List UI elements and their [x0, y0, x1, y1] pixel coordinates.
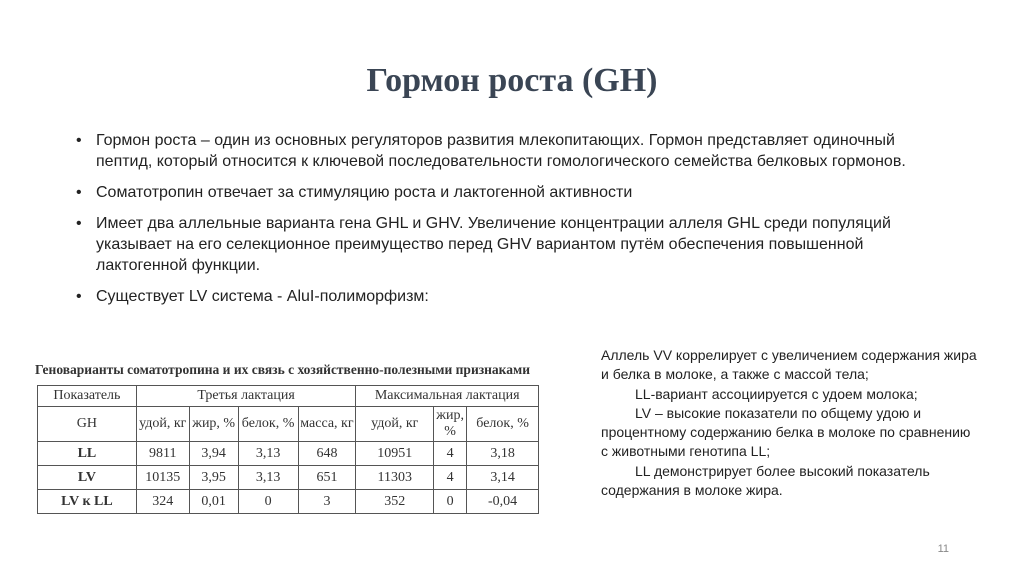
- header-cell: масса, кг: [298, 407, 356, 442]
- header-cell: Показатель: [38, 386, 137, 407]
- bullet-item: • Гормон роста – один из основных регуляторов развития млекопитающих. Гормон представляет одиночный пептид, который относится к ключевой последовательности гомологического семейства белковых гормонов.: [72, 130, 952, 172]
- cell: 3,18: [467, 442, 539, 466]
- cell: 0,01: [189, 490, 238, 514]
- cell: 3,13: [238, 466, 298, 490]
- cell: 3,13: [238, 442, 298, 466]
- bullet-item: • Существует LV система - AluI-полиморфизм:: [72, 286, 952, 307]
- cell: 9811: [136, 442, 189, 466]
- cell: 3: [298, 490, 356, 514]
- cell: 4: [434, 466, 467, 490]
- cell: 352: [356, 490, 434, 514]
- table-caption: Геноварианты соматотропина и их связь с хозяйственно-полезными признаками: [35, 362, 530, 377]
- cell: 0: [434, 490, 467, 514]
- cell: 3,95: [189, 466, 238, 490]
- row-label: LV к LL: [38, 490, 137, 514]
- note-paragraph: Аллель VV коррелирует с увеличением содержания жира и белка в молоке, а также с массой тела;: [601, 347, 977, 383]
- header-cell: Максимальная лактация: [356, 386, 539, 407]
- table-subheader-row: [38, 407, 539, 442]
- header-cell: белок, %: [238, 407, 298, 442]
- header-cell: жир, %: [189, 407, 238, 442]
- genotype-table: [37, 385, 539, 514]
- header-cell: GH: [38, 407, 137, 442]
- table-row: [38, 442, 539, 466]
- table-row: [38, 490, 539, 514]
- cell: 3,14: [467, 466, 539, 490]
- bullet-item: • Имеет два аллельные варианта гена GHL и GHV. Увеличение концентрации аллеля GHL среди популяций указывает на его селекционное преимущество перед GHV вариантом путём обеспечения повышенной лактогенной функции.: [72, 213, 952, 276]
- cell: -0,04: [467, 490, 539, 514]
- header-cell: белок, %: [467, 407, 539, 442]
- cell: 3,94: [189, 442, 238, 466]
- cell: 0: [238, 490, 298, 514]
- header-cell: удой, кг: [136, 407, 189, 442]
- bullet-list: [72, 130, 952, 317]
- cell: 651: [298, 466, 356, 490]
- slide-title: Гормон роста (GH): [366, 62, 658, 99]
- cell: 4: [434, 442, 467, 466]
- cell: 10135: [136, 466, 189, 490]
- header-cell: удой, кг: [356, 407, 434, 442]
- row-label: LV: [38, 466, 137, 490]
- header-cell: жир, %: [434, 407, 467, 442]
- cell: 648: [298, 442, 356, 466]
- note-paragraph: LL демонстрирует более высокий показатель содержания в молоке жира.: [601, 462, 930, 499]
- note-paragraph: LV – высокие показатели по общему удою и процентному содержанию белка в молоке по сравнению с животными генотипа LL;: [601, 404, 971, 460]
- table-row: [38, 466, 539, 490]
- row-label: LL: [38, 442, 137, 466]
- table-header-row: [38, 386, 539, 407]
- cell: 11303: [356, 466, 434, 490]
- cell: 324: [136, 490, 189, 514]
- header-cell: Третья лактация: [136, 386, 356, 407]
- note-paragraph: LL-вариант ассоциируется с удоем молока;: [635, 385, 918, 402]
- page-number: 11: [937, 543, 949, 555]
- cell: 10951: [356, 442, 434, 466]
- side-note: [601, 346, 981, 500]
- bullet-item: • Соматотропин отвечает за стимуляцию роста и лактогенной активности: [72, 182, 952, 203]
